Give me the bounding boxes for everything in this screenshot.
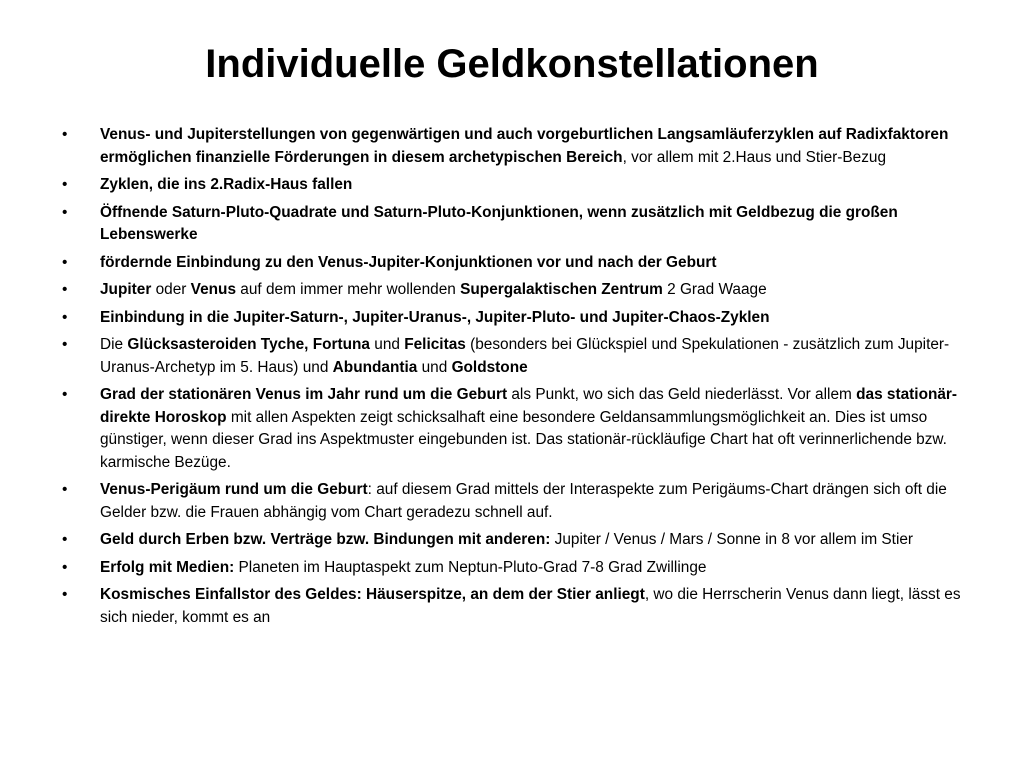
bullet-text-bold: Venus [190, 281, 237, 298]
bullet-dot-icon: • [62, 281, 68, 298]
bullet-text-bold: Venus-Perigäum rund um die Geburt [100, 481, 368, 498]
bullet-text: auf dem immer mehr wollenden [236, 281, 461, 298]
bullet-text-bold: Supergalaktischen Zentrum [460, 281, 663, 298]
bullet-text-bold: Öffnende Saturn-Pluto-Quadrate und Saturn-Pluto-Konjunktionen, wenn zusätzlich mit Geldbezug die großen Lebenswerke [100, 203, 898, 243]
bullet-text-bold: Erfolg mit Medien: [100, 558, 235, 576]
bullet-item [62, 529, 982, 552]
bullet-text: Jupiter / Venus / Mars / Sonne in 8 vor allem im Stier [550, 531, 914, 548]
bullet-item [62, 174, 982, 197]
bullet-dot-icon: • [62, 203, 68, 221]
bullet-text: , wo die Herrscherin Venus dann liegt, lässt es sich nieder, kommt es an [100, 586, 961, 626]
bullet-text-bold: das stationär-direkte Horoskop [100, 386, 958, 426]
bullet-text-bold: Geld durch Erben bzw. Verträge bzw. Bindungen mit anderen: [100, 531, 551, 548]
bullet-text: Die [100, 336, 128, 353]
bullet-dot-icon: • [62, 336, 68, 353]
bullet-text: oder [151, 281, 191, 298]
bullet-text-bold: Felicitas [404, 336, 466, 353]
bullet-text-bold: Zyklen, die ins 2.Radix-Haus fallen [100, 176, 353, 193]
bullet-item [62, 124, 982, 169]
bullet-dot-icon: • [62, 176, 68, 193]
bullet-text: : auf diesem Grad mittels der Interaspekte zum Perigäums-Chart drängen sich oft die Gelder bzw. die Frauen abhängig vom Chart geradezu schnell auf. [100, 481, 947, 521]
bullet-dot-icon: • [62, 558, 68, 576]
bullet-item [62, 252, 982, 275]
bullet-dot-icon: • [62, 386, 68, 403]
bullet-text-bold: Kosmisches Einfallstor des Geldes: Häuserspitze, an dem der Stier anliegt [100, 586, 645, 603]
bullet-text-bold: Grad der stationären Venus im Jahr rund um die Geburt [100, 386, 508, 403]
bullet-dot-icon: • [62, 253, 68, 271]
bullet-text: 2 Grad Waage [662, 281, 767, 298]
bullet-item [62, 334, 982, 379]
bullet-text-bold: fördernde Einbindung zu den Venus-Jupiter-Konjunktionen vor und nach der Geburt [100, 253, 717, 271]
bullet-text: (besonders bei Glückspiel und Spekulationen - zusätzlich zum Jupiter-Uranus-Archetyp im 5. Haus) und [100, 336, 950, 376]
bullet-text: , vor allem mit 2.Haus und Stier-Bezug [622, 148, 887, 166]
bullet-dot-icon: • [62, 126, 68, 143]
bullet-text-bold: Abundantia [332, 358, 418, 376]
slide-title: Individuelle Geldkonstellationen [205, 42, 819, 86]
bullet-text: Planeten im Hauptaspekt zum Neptun-Pluto-Grad 7-8 Grad Zwillinge [234, 558, 707, 576]
bullet-item [62, 479, 982, 524]
bullet-dot-icon: • [62, 481, 68, 498]
bullet-text-bold: Einbindung in die Jupiter-Saturn-, Jupiter-Uranus-, Jupiter-Pluto- und Jupiter-Chaos-Zyklen [100, 308, 770, 326]
bullet-item [62, 584, 982, 629]
bullet-item [62, 557, 982, 580]
bullet-dot-icon: • [62, 531, 68, 548]
bullet-text-bold: Glücksasteroiden Tyche, Fortuna [127, 336, 370, 353]
bullet-dot-icon: • [62, 586, 68, 603]
bullet-text: und [417, 358, 452, 376]
bullet-text: als Punkt, wo sich das Geld niederlässt. Vor allem [507, 386, 857, 403]
bullet-list [62, 124, 982, 634]
bullet-item [62, 384, 982, 474]
bullet-item [62, 307, 982, 330]
bullet-text: mit allen Aspekten zeigt schicksalhaft eine besondere Geldansammlungsmöglichkeit an. Dies ist umso günstiger, wenn dieser Grad ins Aspektmuster eingebunden ist. Das stationär-rückläufige Chart hat oft verinnerlichende bzw. karmische Bezüge. [100, 408, 947, 471]
bullet-text-bold: Jupiter [100, 281, 152, 298]
bullet-text-bold: Venus- und Jupiterstellungen von gegenwärtigen und auch vorgeburtlichen Langsamläuferzyklen auf Radixfaktoren ermöglichen finanzielle Förderungen in diesem archetypischen Bereich [100, 126, 949, 166]
bullet-text-bold: Goldstone [451, 358, 528, 376]
bullet-item [62, 279, 982, 302]
bullet-item [62, 202, 982, 247]
bullet-dot-icon: • [62, 308, 68, 326]
bullet-text: und [369, 336, 405, 353]
